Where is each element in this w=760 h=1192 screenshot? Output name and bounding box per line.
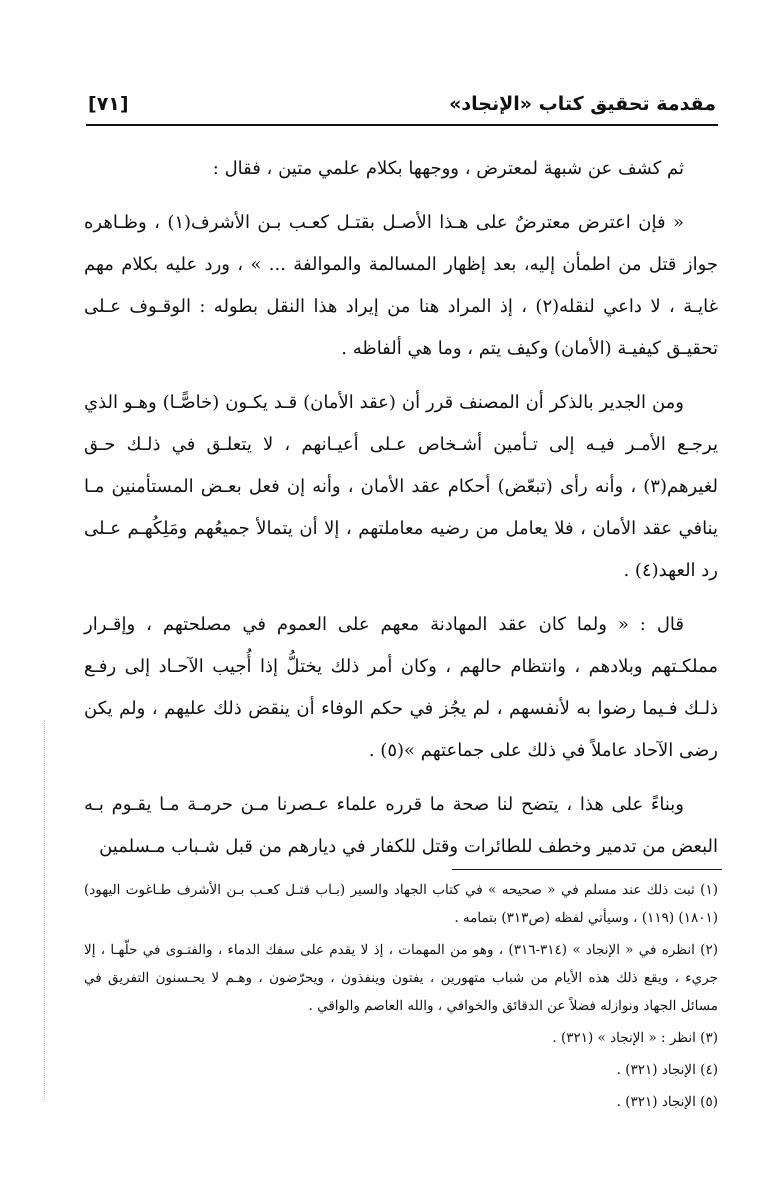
body-paragraph: ومن الجدير بالذكر أن المصنف قرر أن (عقد الأمان) قـد يكـون (خاصًّـا) وهـو الذي يرجـع الأمـر فيـه إلى تـأمين أشـخاص عـلى أعيـانهم ، لا يتعلـق في ذلـك حـق لغيرهم(٣) ، وأنه رأى (تبعّض) أحكام عقد الأمان ، وأنه إن فعل بعـض المستأمنين مـا ينافي عقد الأمان ، فلا يعامل من رضيه معاملتهم ، إلا أن يتمالأ جميعُهم ومَلِكُهـم عـلى رد العهد(٤) .: [84, 392, 718, 581]
scan-margin-mark: [44, 720, 45, 1100]
body-paragraph: قال : « ولما كان عقد المهادنة معهم على العموم في مصلحتهم ، وإقـرار مملكـتهم وبلادهم ، وانتظام حالهم ، وكان أمر ذلك يختلُّ إذا أُجيب الآحـاد إلى رفـع ذلـك فـيما رضوا به لأنفسهم ، لم يجُز في حكم الوفاء أن ينقض ذلك عليهم ، ولم يكن رضى الآحاد عاملاً في ذلك على جماعتهم »(٥) .: [84, 614, 718, 761]
body-paragraph: « فإن اعترض معترضٌ على هـذا الأصـل بقتـل كعـب بـن الأشرف(١) ، وظـاهره جواز قتل من اطمأن إليه، بعد إظهار المسالمة والموالفة ... » ، ورد عليه بكلام مهم غايـة ، لا داعي لنقله(٢) ، إذ المراد هنا من إيراد هذا النقل بطوله : الوقـوف عـلى تحقيـق كيفيـة (الأمان) وكيف يتم ، وما هي ألفاظه .: [84, 212, 718, 359]
footnote: (٣) انظر : « الإنجاد » (٣٢١) .: [552, 1030, 718, 1046]
footnote: (٤) الإنجاد (٣٢١) .: [616, 1062, 718, 1078]
body-paragraph: ثم كشف عن شبهة لمعترض ، ووجهها بكلام علمي متين ، فقال :: [212, 158, 684, 179]
footnote-separator: [452, 869, 722, 870]
footnote: (١) ثبت ذلك عند مسلم في « صحيحه » في كتاب الجهاد والسير (بـاب قتـل كعـب بـن الأشرف طـاغوت اليهود) (١٨٠١) (١١٩) ، وسيأتي لفظه (ص٣١٣) بتمامه .: [84, 882, 718, 926]
footnote: (٢) انظره في « الإنجاد » (٣١٤-٣١٦) ، وهو من المهمات ، إذ لا يقدم على سفك الدماء ، والفتـوى في حلّهـا ، إلا جريء ، ويقع ذلك هذه الأيام من شباب متهورين ، يفتون وينفذون ، ويحرّضون ، وهـم لا يحـسنون التفريق في مسائل الجهاد ونوازله فضلاً عن الدقائق والخوافي ، والله العاصم والواقي .: [84, 942, 718, 1014]
main-text: [84, 148, 718, 880]
footnotes: [84, 876, 718, 1120]
header-title: مقدمة تحقيق كتاب «الإنجاد»: [449, 93, 716, 115]
footnote: (٥) الإنجاد (٣٢١) .: [616, 1094, 718, 1110]
page-number: [٧١]: [88, 93, 129, 115]
running-header: [88, 86, 716, 122]
body-paragraph: وبناءً على هذا ، يتضح لنا صحة ما قرره علماء عـصرنا مـن حرمـة مـا يقـوم بـه البعض من تدمير وخطف للطائرات وقتل للكفار في ديارهم من قبل شـباب مـسلمين: [84, 794, 718, 857]
header-rule: [86, 124, 718, 126]
